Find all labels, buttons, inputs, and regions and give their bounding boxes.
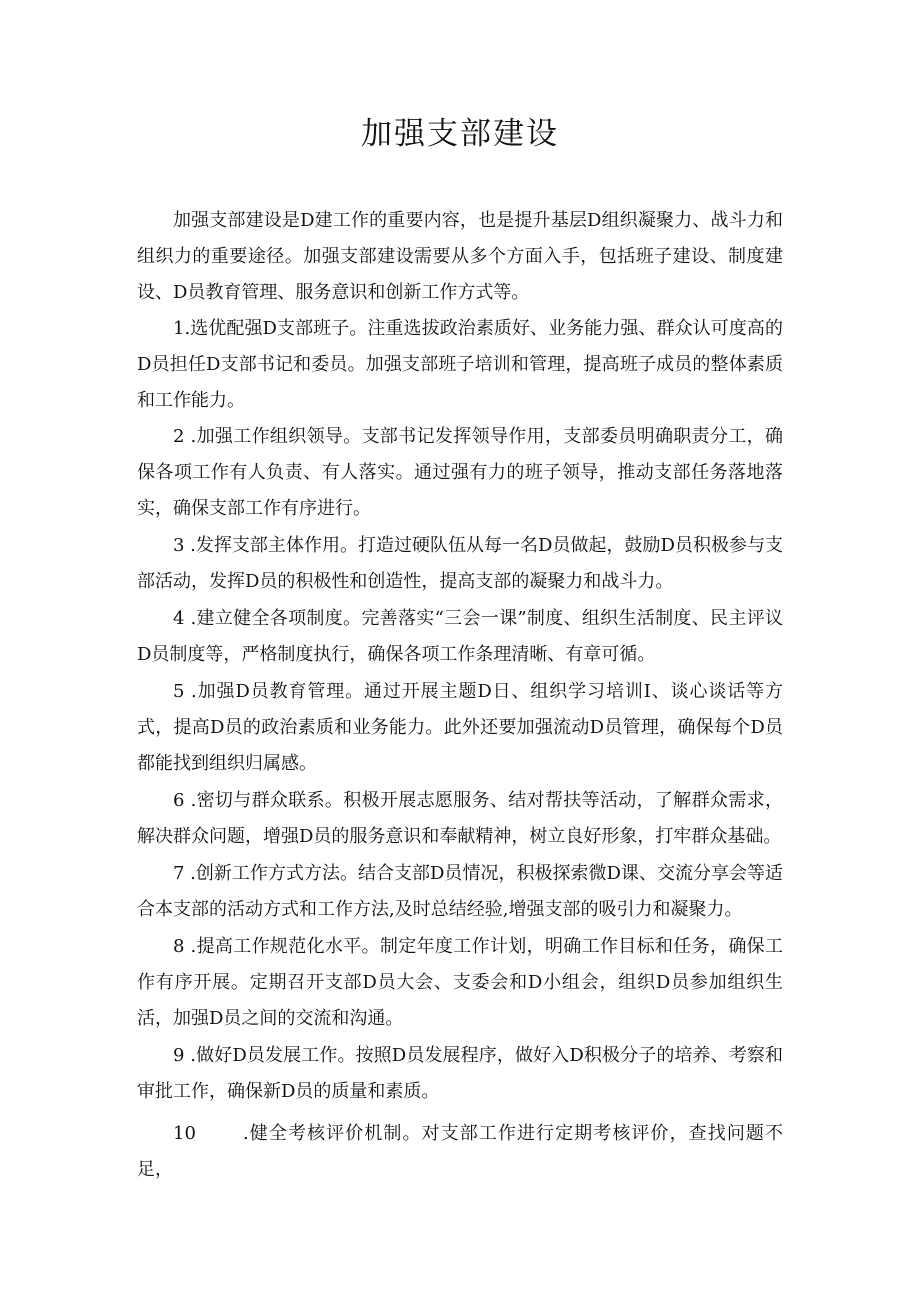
list-item-10 [137,1116,783,1188]
document-title: 加强支部建设 [361,116,559,152]
list-item-3: 3 .发挥支部主体作用。打造过硬队伍从每一名D员做起，鼓励D员积极参与支部活动，发挥D员的积极性和创造性，提高支部的凝聚力和战斗力。 [137,535,783,592]
list-item-5: 5 .加强D员教育管理。通过开展主题D日、组织学习培训I、谈心谈话等方式，提高D员的政治素质和业务能力。此外还要加强流动D员管理，确保每个D员都能找到组织归属感。 [137,681,783,774]
list-item-2: 2 .加强工作组织领导。支部书记发挥领导作用，支部委员明确职责分工，确保各项工作有人负责、有人落实。通过强有力的班子领导，推动支部任务落地落实，确保支部工作有序进行。 [137,426,783,519]
list-item-8: 8 .提高工作规范化水平。制定年度工作计划，明确工作目标和任务，确保工作有序开展。定期召开支部D员大会、支委会和D小组会，组织D员参加组织生活，加强D员之间的交流和沟通。 [137,936,783,1029]
list-item-4: 4 .建立健全各项制度。完善落实“三会一课”制度、组织生活制度、民主评议D员制度等，严格制度执行，确保各项工作条理清晰、有章可循。 [137,608,783,665]
list-item-6: 6 .密切与群众联系。积极开展志愿服务、结对帮扶等活动，了解群众需求，解决群众问题，增强D员的服务意识和奉献精神，树立良好形象，打牢群众基础。 [137,790,783,847]
list-item-9: 9 .做好D员发展工作。按照D员发展程序，做好入D积极分子的培养、考察和审批工作，确保新D员的质量和素质。 [137,1045,783,1102]
list-item-10-text: .健全考核评价机制。对支部工作进行定期考核评价，查找问题不足， [137,1123,783,1180]
document-body [137,203,783,1188]
intro-paragraph: 加强支部建设是D建工作的重要内容，也是提升基层D组织凝聚力、战斗力和组织力的重要途径。加强支部建设需要从多个方面入手，包括班子建设、制度建设、D员教育管理、服务意识和创新工作方式等。 [137,210,783,303]
list-item-7: 7 .创新工作方式方法。结合支部D员情况，积极探索微D课、交流分享会等适合本支部的活动方式和工作方法,及时总结经验,增强支部的吸引力和凝聚力。 [137,863,783,920]
list-item-10-number: 10 [173,1123,196,1144]
list-item-1: 1.选优配强D支部班子。注重选拔政治素质好、业务能力强、群众认可度高的D员担任D支部书记和委员。加强支部班子培训和管理，提高班子成员的整体素质和工作能力。 [137,318,783,411]
